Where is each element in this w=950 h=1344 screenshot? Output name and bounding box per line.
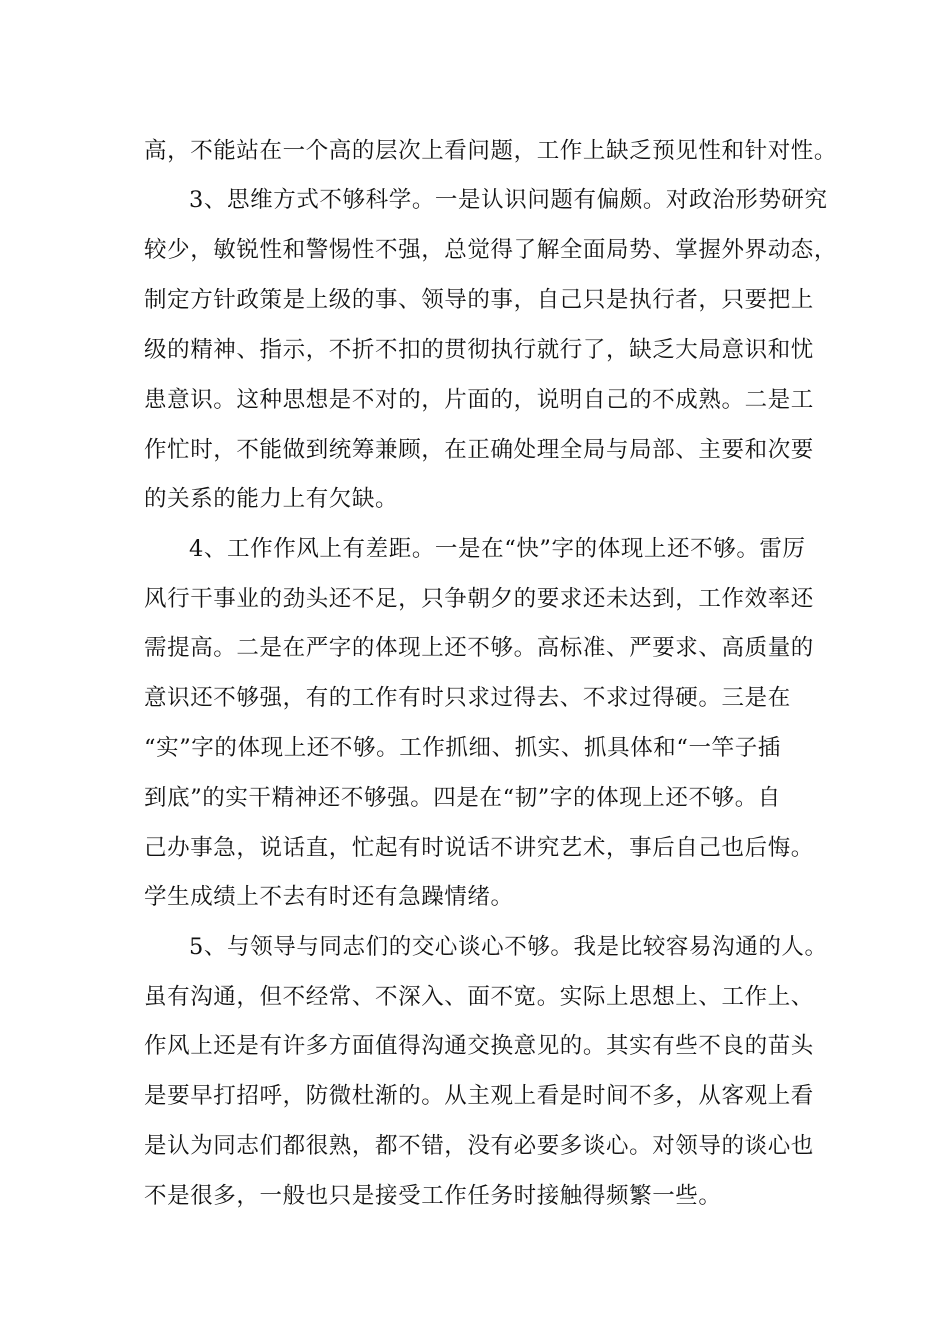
text-line-18: 虽有沟通，但不经常、不深入、面不宽。实际上思想上、工作上、 <box>144 984 814 1010</box>
text-line-13: “实”字的体现上还不够。工作抓细、抓实、抓具体和“一竿子插 <box>144 735 781 761</box>
text-line-7: 作忙时，不能做到统筹兼顾，在正确处理全局与局部、主要和次要 <box>144 437 814 463</box>
text-line-17: 5、与领导与同志们的交心谈心不够。我是比较容易沟通的人。 <box>189 934 828 960</box>
text-line-19: 作风上还是有许多方面值得沟通交换意见的。其实有些不良的苗头 <box>144 1033 814 1059</box>
text-line-15: 己办事急，说话直，忙起有时说话不讲究艺术，事后自己也后悔。 <box>144 835 814 861</box>
text-line-22: 不是很多，一般也只是接受工作任务时接触得频繁一些。 <box>144 1183 722 1209</box>
text-line-10: 风行干事业的劲头还不足，只争朝夕的要求还未达到，工作效率还 <box>144 586 814 612</box>
text-line-9: 4、工作作风上有差距。一是在“快”字的体现上还不够。雷厉 <box>189 536 806 562</box>
text-line-5: 级的精神、指示，不折不扣的贯彻执行就行了，缺乏大局意识和忧 <box>144 337 814 363</box>
text-line-14: 到底”的实干精神还不够强。四是在“韧”字的体现上还不够。自 <box>144 785 781 811</box>
text-line-6: 患意识。这种思想是不对的，片面的，说明自己的不成熟。二是工 <box>144 387 814 413</box>
text-line-16: 学生成绩上不去有时还有急躁情绪。 <box>144 884 514 910</box>
text-line-21: 是认为同志们都很熟，都不错，没有必要多谈心。对领导的谈心也 <box>144 1133 814 1159</box>
text-line-3: 较少，敏锐性和警惕性不强，总觉得了解全面局势、掌握外界动态， <box>144 237 838 263</box>
text-line-4: 制定方针政策是上级的事、领导的事，自己只是执行者，只要把上 <box>144 287 814 313</box>
text-line-12: 意识还不够强，有的工作有时只求过得去、不求过得硬。三是在 <box>144 685 791 711</box>
text-line-8: 的关系的能力上有欠缺。 <box>144 486 399 512</box>
text-line-1: 高，不能站在一个高的层次上看问题，工作上缺乏预见性和针对性。 <box>144 138 838 164</box>
text-line-20: 是要早打招呼，防微杜渐的。从主观上看是时间不多，从客观上看 <box>144 1083 814 1109</box>
text-line-11: 需提高。二是在严字的体现上还不够。高标准、严要求、高质量的 <box>144 635 814 661</box>
text-line-2: 3、思维方式不够科学。一是认识问题有偏颇。对政治形势研究 <box>189 187 828 213</box>
